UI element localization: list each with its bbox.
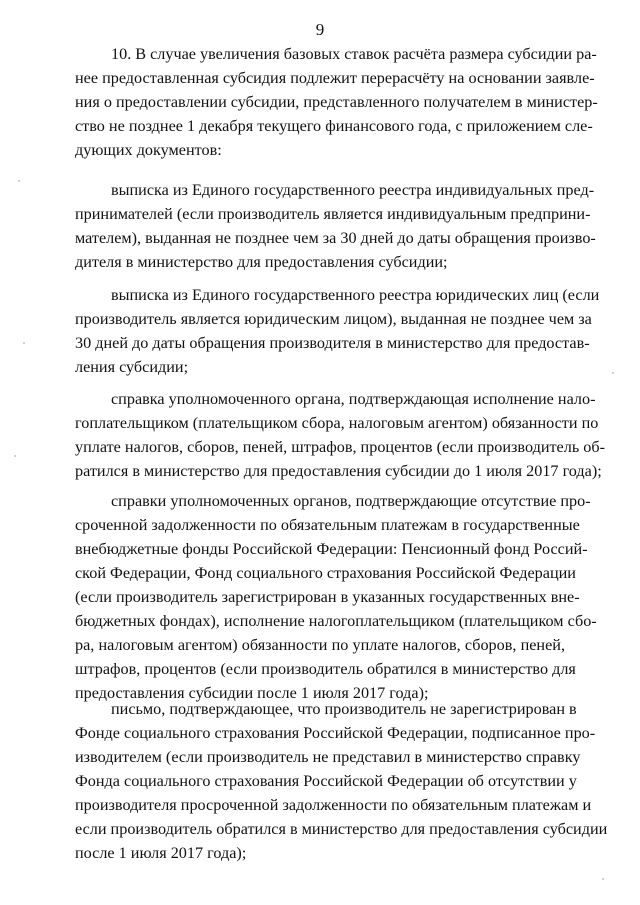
scan-speck bbox=[14, 455, 16, 457]
text-line: Фонде социального страхования Российской Федерации, подписанное про- bbox=[75, 724, 596, 742]
page-number: 9 bbox=[315, 20, 325, 39]
scan-speck bbox=[23, 342, 25, 344]
text-line: Фонда социального страхования Российской Федерации об отсутствии у bbox=[75, 772, 577, 790]
text-line: после 1 июля 2017 года); bbox=[75, 844, 247, 862]
text-line: выписка из Единого государственного реестра юридических лиц (если bbox=[111, 286, 600, 304]
text-line: справки уполномоченных органов, подтверждающие отсутствие про- bbox=[111, 492, 591, 510]
text-line: ство не позднее 1 декабря текущего финансового года, с приложением сле- bbox=[75, 117, 593, 135]
text-line: ской Федерации, Фонд социального страхования Российской Федерации bbox=[75, 564, 576, 582]
text-line: производитель является юридическим лицом), выданная не позднее чем за bbox=[75, 310, 592, 328]
text-line: производителя просроченной задолженности по обязательным платежам и bbox=[75, 796, 592, 814]
paragraph-3 bbox=[75, 283, 600, 379]
text-line: ра, налоговым агентом) обязанности по уплате налогов, сборов, пеней, bbox=[75, 636, 565, 654]
text-line: справка уполномоченного органа, подтверждающая исполнение нало- bbox=[111, 390, 596, 408]
text-line: предоставления субсидии после 1 июля 2017 года); bbox=[75, 684, 429, 702]
text-line: 30 дней до даты обращения производителя в министерство для предостав- bbox=[75, 334, 590, 352]
scan-speck bbox=[18, 180, 20, 182]
text-line: дителя в министерство для предоставления субсидии; bbox=[75, 253, 448, 271]
text-line: принимателей (если производитель является индивидуальным предприни- bbox=[75, 205, 591, 223]
text-line: (если производитель зарегистрирован в указанных государственных вне- bbox=[75, 588, 580, 606]
paragraph-5 bbox=[75, 489, 597, 705]
paragraph-4 bbox=[75, 387, 605, 483]
text-line: гоплательщиком (плательщиком сбора, налоговым агентом) обязанности по bbox=[75, 414, 599, 432]
paragraph-1 bbox=[75, 42, 598, 162]
text-line: ратился в министерство для предоставления субсидии до 1 июля 2017 года); bbox=[75, 462, 602, 480]
paragraph-6 bbox=[75, 697, 608, 865]
scan-speck bbox=[602, 878, 604, 880]
text-line: мателем), выданная не позднее чем за 30 дней до даты обращения произво- bbox=[75, 229, 596, 247]
text-line: если производитель обратился в министерство для предоставления субсидии bbox=[75, 820, 608, 838]
text-line: выписка из Единого государственного реестра индивидуальных пред- bbox=[111, 181, 595, 199]
text-line: 10. В случае увеличения базовых ставок расчёта размера субсидии ра- bbox=[111, 45, 597, 63]
scan-speck bbox=[612, 372, 614, 374]
text-line: ления субсидии; bbox=[75, 358, 189, 376]
text-line: сроченной задолженности по обязательным платежам в государственные bbox=[75, 516, 580, 534]
text-line: нее предоставленная субсидия подлежит перерасчёту на основании заявле- bbox=[75, 69, 595, 87]
text-line: дующих документов: bbox=[75, 141, 222, 159]
text-line: уплате налогов, сборов, пеней, штрафов, процентов (если производитель об- bbox=[75, 438, 605, 456]
text-line: штрафов, процентов (если производитель обратился в министерство для bbox=[75, 660, 576, 678]
text-line: внебюджетные фонды Российской Федерации: Пенсионный фонд Россий- bbox=[75, 540, 588, 558]
paragraph-2 bbox=[75, 178, 596, 274]
text-line: бюджетных фондах), исполнение налогоплательщиком (плательщиком сбо- bbox=[75, 612, 597, 630]
text-line: ния о предоставлении субсидии, представленного получателем в министер- bbox=[75, 93, 598, 111]
text-line: изводителем (если производитель не представил в министерство справку bbox=[75, 748, 581, 766]
text-line: письмо, подтверждающее, что производитель не зарегистрирован в bbox=[111, 700, 577, 718]
